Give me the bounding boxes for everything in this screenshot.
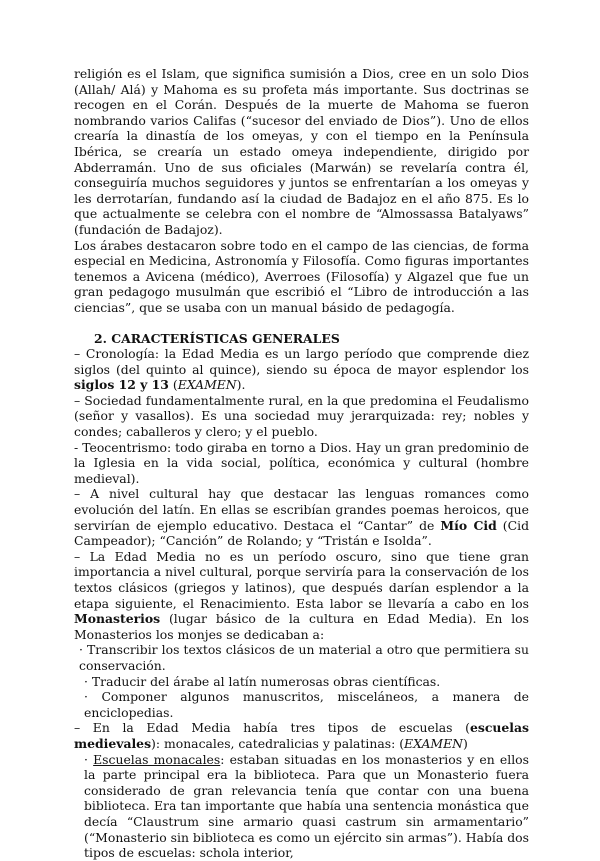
bullet-society: – Sociedad fundamentalmente rural, en la que predomina el Feudalismo (señor y vasallos). Es una sociedad muy jerarquizada: rey; nobles y condes; caballeros y clero; y el pueblo.	[74, 392, 529, 440]
bullet-chronology-open: (	[168, 377, 178, 393]
bullet-schools-text: – En la Edad Media había tres tipos de escuelas (	[74, 720, 470, 736]
exam-note: EXAMEN	[177, 377, 237, 393]
bullet-culture	[74, 486, 529, 548]
bullet-monasteries-text: – La Edad Media no es un período oscuro, sino que tiene gran importancia a nivel cultural, porque serviría para la conservación de los textos clásicos (griegos y latinos), que después darían esplendor a la etapa siguiente, el Renacimiento. Esta labor se llevaría a cabo en los	[74, 548, 529, 611]
bullet-schools-close: )	[463, 735, 468, 751]
sub-item-transcribe: · Transcribir los textos clásicos de un material a otro que permitiera su conservación.	[79, 642, 529, 673]
sub-item-dot: ·	[84, 751, 94, 767]
bullet-monasteries	[74, 549, 529, 643]
bullet-chronology-bold: siglos 12 y 13	[74, 377, 169, 393]
sub-item-compose: · Componer algunos manuscritos, misceláneos, a manera de enciclopedias.	[84, 689, 529, 720]
bullet-theocentrism: - Teocentrismo: todo giraba en torno a Dios. Hay un gran predominio de la Iglesia en la vida social, política, económica y cultural (hombre medieval).	[74, 439, 529, 486]
bullet-chronology	[74, 346, 529, 393]
bullet-culture-text: – A nivel cultural hay que destacar las lenguas romances como evolución del latín. En ellas se escribían grandes poemas heroicos, que servirían de ejemplo educativo. Destaca el “Cantar” de	[74, 486, 529, 533]
bullet-culture-post: (Cid Campeador); “Canción” de Rolando; y “Tristán e Isolda”.	[74, 517, 529, 549]
bullet-monasteries-bold: Monasterios	[74, 611, 161, 627]
bullet-chronology-text: – Cronología: la Edad Media es un largo período que comprende diez siglos (del quinto al quince), siendo su época de mayor esplendor los	[74, 346, 529, 377]
bullet-schools-bold: escuelas medievales	[74, 720, 529, 751]
bullet-culture-bold: Mío Cid	[440, 517, 497, 533]
bullet-schools	[74, 720, 529, 751]
spacer	[74, 316, 529, 331]
sub-item-monastic-schools	[74, 752, 529, 861]
paragraph-arab-sciences: Los árabes destacaron sobre todo en el campo de las ciencias, de forma especial en Medicina, Astronomía y Filosofía. Como figuras importantes tenemos a Avicena (médico), Averroes (Filosofía) y Algazel que fue un gran pedagogo musulmán que escribió el “Libro de introducción a las ciencias”, que se usaba con un manual básido de pedagogía.	[74, 237, 529, 315]
sub-item-translate: · Traducir del árabe al latín numerosas obras científicas.	[84, 673, 441, 689]
monastic-schools-text: : estaban situadas en los monasterios y en ellos la parte principal era la biblioteca. Para que un Monasterio fuera considerado de gran relevancia tenía que contar con una buena biblioteca. Era tan importante que había una sentencia monástica que decía “Claustrum sine armario quasi castrum sin armamentario” (“Monasterio sin biblioteca es como un ejército sin armas”). Había dos tipos de escuelas: schola interior,	[84, 751, 529, 861]
bullet-monasteries-post: (lugar básico de la cultura en Edad Media). En los Monasterios los monjes se dedicaban a:	[74, 611, 529, 642]
bullet-chronology-close: ).	[236, 377, 246, 393]
paragraph-islam: religión es el Islam, que significa sumisión a Dios, cree en un solo Dios (Allah/ Alá) y Mahoma es su profeta más importante. Sus doctrinas se recogen en el Corán. Después de la muerte de Mahoma se fueron nombrando varios Califas (“sucesor del enviado de Dios”). Uno de ellos crearía la dinastía de los omeyas, y con el tiempo en la Península Ibérica, se crearía un estado omeya independiente, dirigido por Abderramán. Uno de sus oficiales (Marwán) se revelaría contra él, conseguiría muchos seguidores y juntos se enfrentarían a los omeyas y les derrotarían, fundando así la ciudad de Badajoz en el año 875. Es lo que actualmente se celebra con el nombre de “Almossassa Batalyaws” (fundación de Badajoz).	[74, 66, 529, 237]
monastic-schools-term: Escuelas monacales	[93, 751, 221, 767]
section-heading: 2. CARACTERÍSTICAS GENERALES	[94, 330, 340, 346]
bullet-schools-post: ): monacales, catedralicias y palatinas: (	[151, 735, 405, 751]
exam-note-2: EXAMEN	[404, 735, 463, 751]
